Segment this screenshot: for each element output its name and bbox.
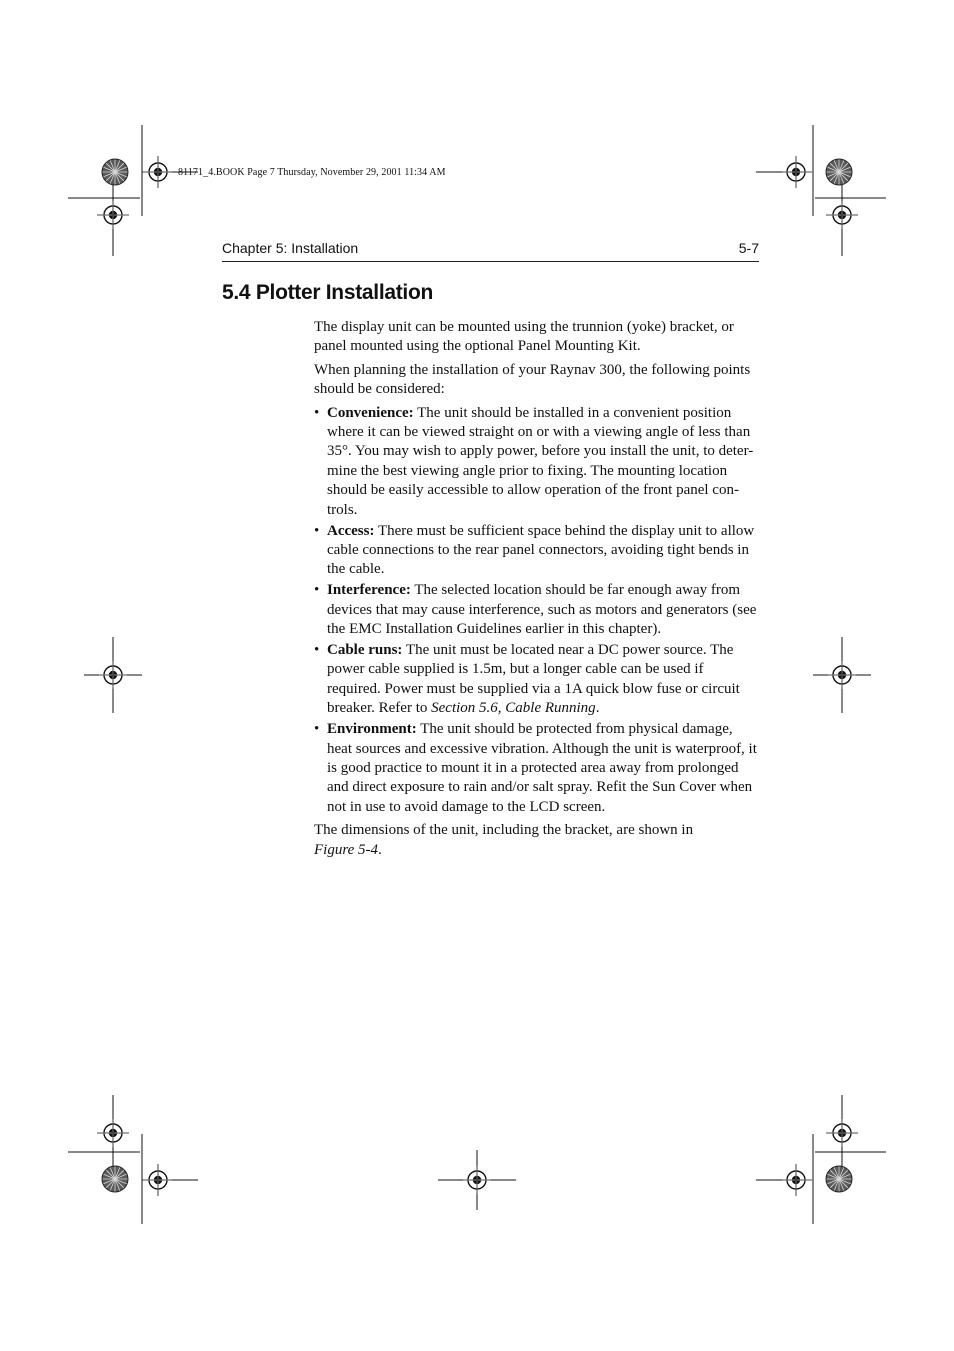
item-term: Cable runs: <box>327 642 403 658</box>
header-rule <box>222 261 759 262</box>
item-text: The unit must be located near a DC power source. The power cable supplied is 1.5m, but a longer cable can be used if required. Power must be supplied via a 1A quick blow fuse or circuit breaker. Refer to <box>327 642 740 717</box>
closing-text: The dimensions of the unit, including the bracket, are shown in <box>314 822 694 839</box>
print-slug: 81171_4.BOOK Page 7 Thursday, November 29, 2001 11:34 AM <box>178 167 446 178</box>
bullet-icon: • <box>314 522 320 539</box>
item-term: Environment: <box>327 721 417 738</box>
running-header <box>222 240 759 256</box>
item-text: There must be sufficient space behind the display unit to allow cable connections to the rear panel connectors, avoiding tight bends in the cable. <box>327 522 755 578</box>
list-item <box>314 522 759 580</box>
item-text: The unit should be installed in a convenient position where it can be viewed straight on or with a viewing angle of less than 35°. You may wish to apply power, before you install the unit, to deter-mine the best viewing angle prior to fixing. The mounting location should be easily accessible to allow operation of the front panel con-trols. <box>327 404 754 518</box>
item-text-end: . <box>595 700 600 717</box>
figure-reference-link[interactable]: Figure 5-4 <box>314 841 379 858</box>
closing-text-end: . <box>378 841 382 858</box>
intro-paragraph: When planning the installation of your Raynav 300, the following points should be considered: <box>314 361 751 398</box>
section-title: 5.4 Plotter Installation <box>222 281 434 304</box>
bullet-icon: • <box>314 721 320 738</box>
list-item <box>314 404 759 520</box>
item-text: The selected location should be far enough away from devices that may cause interference, such as motors and generators (see the EMC Installation Guidelines earlier in this chapter). <box>327 582 757 638</box>
item-text: The unit should be protected from physical damage, heat sources and excessive vibration. Although the unit is waterproof, it is good practice to mount it in a protected area away from prolonged and direct exposure to rain and/or salt spray. Refit the Sun Cover when not in use to avoid damage to the LCD screen. <box>327 721 757 815</box>
intro-paragraph: The display unit can be mounted using the trunnion (yoke) bracket, or panel mounted using the optional Panel Mounting Kit. <box>314 319 734 355</box>
item-term: Access: <box>327 522 375 539</box>
page-number: 5-7 <box>738 240 759 256</box>
bullet-icon: • <box>314 642 320 658</box>
closing-paragraph <box>314 821 759 860</box>
item-term: Interference: <box>327 582 411 599</box>
list-item <box>314 581 759 639</box>
list-item <box>314 641 759 719</box>
bullet-icon: • <box>314 404 320 421</box>
list-item <box>314 720 759 817</box>
cross-reference-link[interactable]: Section 5.6, Cable Running <box>431 700 596 717</box>
chapter-title: Chapter 5: Installation <box>222 240 359 256</box>
item-term: Convenience: <box>327 404 414 421</box>
body-text <box>314 318 759 864</box>
bullet-icon: • <box>314 582 320 599</box>
considerations-list <box>314 404 759 818</box>
